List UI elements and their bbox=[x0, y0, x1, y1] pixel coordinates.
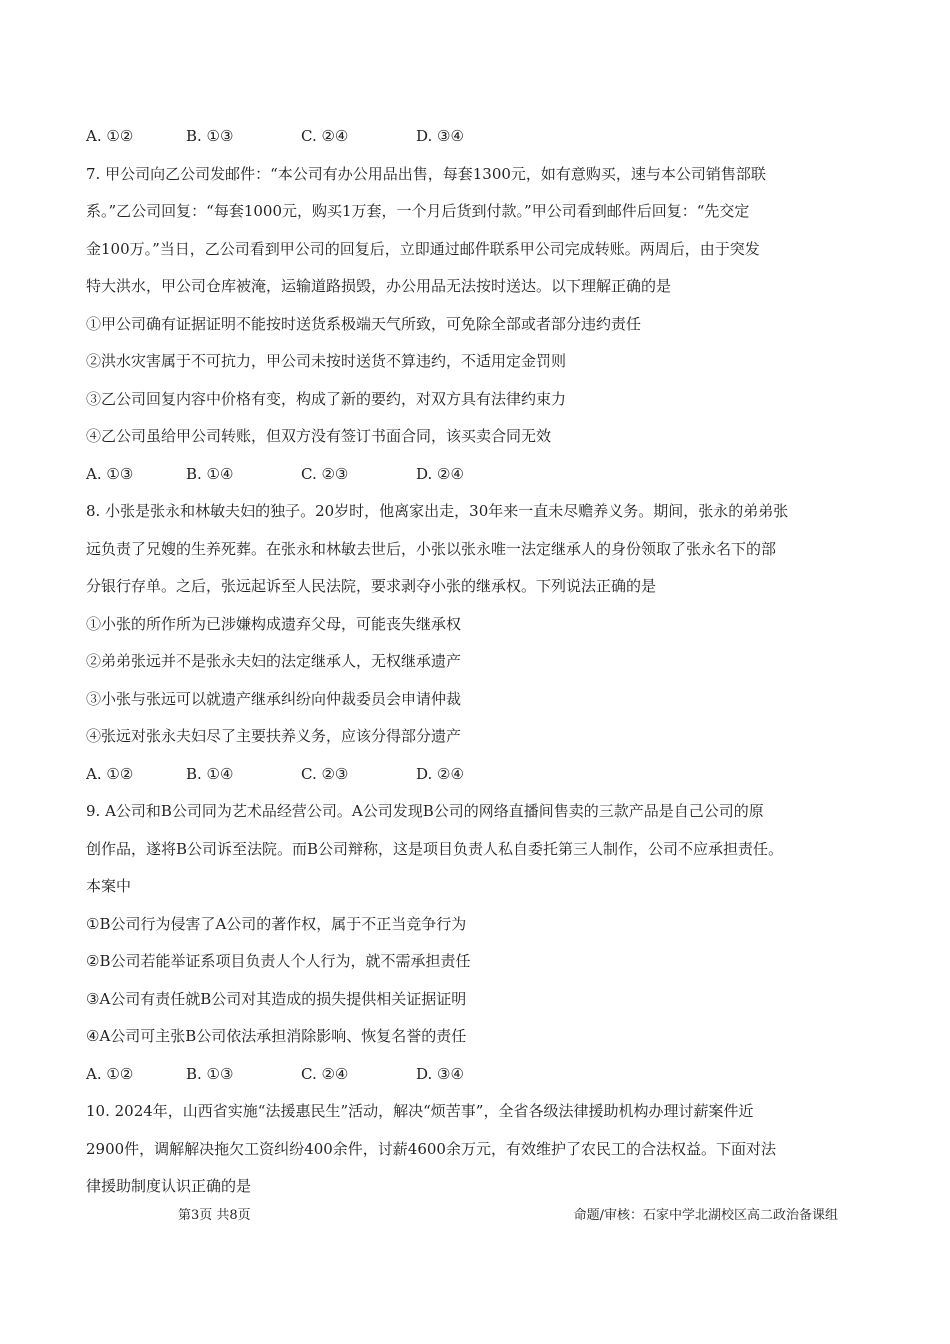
q7-statement-3: ③乙公司回复内容中价格有变，构成了新的要约，对双方具有法律约束力 bbox=[86, 389, 567, 408]
q7-stem-line: 7. 甲公司向乙公司发邮件：“本公司有办公用品出售，每套1300元，如有意购买，速与本公司销售部联 bbox=[86, 164, 766, 183]
q9-statement-2: ②B公司若能举证系项目负责人个人行为，就不需承担责任 bbox=[86, 952, 471, 970]
q7-option-a: A. ①③ bbox=[86, 464, 134, 483]
author-credit: 命题/审核：石家中学北湖校区高二政治备课组 bbox=[573, 1208, 838, 1223]
q7-option-b: B. ①④ bbox=[186, 464, 234, 483]
q8-statement-3: ③小张与张远可以就遗产继承纠纷向仲裁委员会申请仲裁 bbox=[86, 689, 462, 708]
q8-statement-4: ④张远对张永夫妇尽了主要扶养义务，应该分得部分遗产 bbox=[86, 727, 462, 745]
q9-stem-line: 9. A公司和B公司同为艺术品经营公司。A公司发现B公司的网络直播间售卖的三款产品是自己公司的原 bbox=[86, 802, 764, 820]
q10-stem-line: 10. 2024年，山西省实施“法援惠民生”活动，解决“烦苦事”，全省各级法律援助机构办理讨薪案件近 bbox=[86, 1102, 754, 1120]
q10-stem-line: 律援助制度认识正确的是 bbox=[86, 1177, 252, 1195]
q7-stem-line: 金100万。”当日，乙公司看到甲公司的回复后，立即通过邮件联系甲公司完成转账。两周后，由于突发 bbox=[86, 239, 760, 258]
exam-page bbox=[86, 118, 866, 1206]
q8-stem-line: 8. 小张是张永和林敏夫妇的独子。20岁时，他离家出走，30年来一直未尽赡养义务。期间，张永的弟弟张 bbox=[86, 502, 789, 520]
q6-option-a: A. ①② bbox=[86, 127, 134, 145]
q10-stem-line: 2900件，调解解决拖欠工资纠纷400余件，讨薪4600余万元，有效维护了农民工的合法权益。下面对法 bbox=[86, 1139, 776, 1158]
q8-stem-line: 远负责了兄嫂的生养死葬。在张永和林敏去世后，小张以张永唯一法定继承人的身份领取了张永名下的部 bbox=[86, 539, 777, 558]
q8-stem-line: 分银行存单。之后，张远起诉至人民法院，要求剥夺小张的继承权。下列说法正确的是 bbox=[86, 577, 657, 595]
q8-statement-2: ②弟弟张远并不是张永夫妇的法定继承人，无权继承遗产 bbox=[86, 652, 462, 670]
q7-stem-line: 系。”乙公司回复：“每套1000元，购买1万套，一个月后货到付款。”甲公司看到邮件后回复：“先交定 bbox=[86, 202, 750, 220]
q7-statement-1: ①甲公司确有证据证明不能按时送货系极端天气所致，可免除全部或者部分违约责任 bbox=[86, 314, 642, 333]
q7-statement-4: ④乙公司虽给甲公司转账，但双方没有签订书面合同，该买卖合同无效 bbox=[86, 427, 552, 445]
q8-option-a: A. ①② bbox=[86, 764, 134, 783]
q7-option-d: D. ②④ bbox=[416, 464, 464, 483]
q9-option-d: D. ③④ bbox=[416, 1064, 464, 1083]
q6-options bbox=[86, 118, 866, 156]
question-7 bbox=[86, 156, 866, 494]
q6-option-c: C. ②④ bbox=[301, 127, 349, 145]
q8-options bbox=[86, 756, 866, 794]
q8-option-d: D. ②④ bbox=[416, 764, 464, 783]
q8-option-b: B. ①④ bbox=[186, 764, 234, 783]
q8-statement-1: ①小张的所作所为已涉嫌构成遗弃父母，可能丧失继承权 bbox=[86, 614, 462, 633]
q7-statement-2: ②洪水灾害属于不可抗力，甲公司未按时送货不算违约，不适用定金罚则 bbox=[86, 352, 567, 370]
q9-option-c: C. ②④ bbox=[301, 1064, 349, 1083]
q9-option-a: A. ①② bbox=[86, 1064, 134, 1083]
q8-option-c: C. ②③ bbox=[301, 764, 349, 783]
q9-statement-3: ③A公司有责任就B公司对其造成的损失提供相关证据证明 bbox=[86, 989, 467, 1008]
q9-stem-line: 本案中 bbox=[86, 877, 132, 895]
q7-stem-line: 特大洪水，甲公司仓库被淹，运输道路损毁，办公用品无法按时送达。以下理解正确的是 bbox=[86, 277, 672, 295]
q7-option-c: C. ②③ bbox=[301, 464, 349, 483]
q9-statement-4: ④A公司可主张B公司依法承担消除影响、恢复名誉的责任 bbox=[86, 1027, 467, 1045]
q9-option-b: B. ①③ bbox=[186, 1064, 234, 1083]
q9-statement-1: ①B公司行为侵害了A公司的著作权，属于不正当竞争行为 bbox=[86, 914, 467, 933]
q6-option-d: D. ③④ bbox=[416, 127, 464, 145]
q9-options bbox=[86, 1056, 866, 1094]
question-9 bbox=[86, 793, 866, 1093]
page-number: 第3页 共8页 bbox=[178, 1208, 251, 1223]
q6-option-b: B. ①③ bbox=[186, 127, 234, 145]
question-10 bbox=[86, 1093, 866, 1206]
question-8 bbox=[86, 493, 866, 793]
q7-options bbox=[86, 456, 866, 494]
q9-stem-line: 创作品，遂将B公司诉至法院。而B公司辩称，这是项目负责人私自委托第三人制作，公司不应承担责任。 bbox=[86, 839, 784, 858]
page-footer bbox=[178, 1204, 838, 1223]
